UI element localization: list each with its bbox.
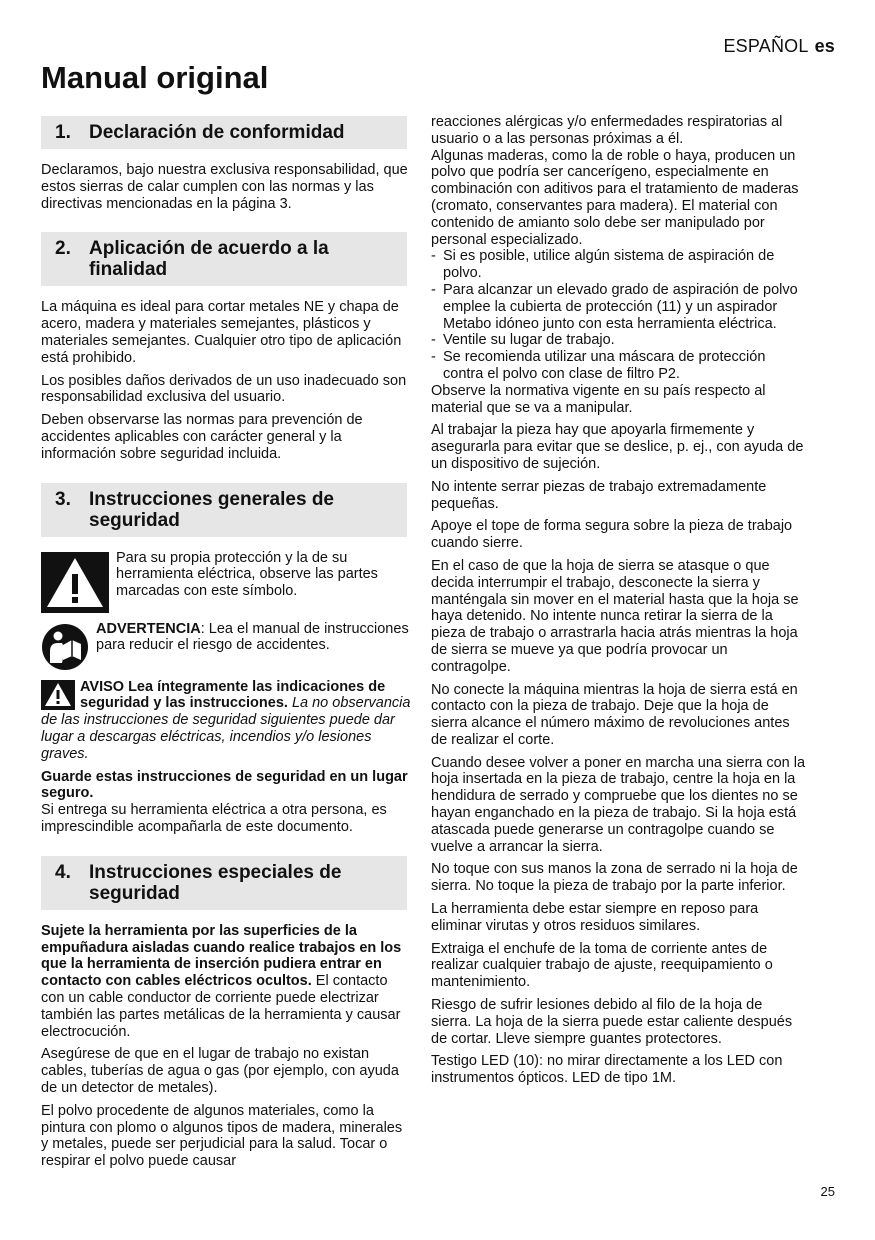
warning-text: : Lea el manual de instrucciones para reducir el riesgo de accidentes. bbox=[96, 620, 409, 654]
list-item: - Si es posible, utilice algún sistema de aspiración de polvo. bbox=[431, 248, 805, 282]
paragraph bbox=[41, 923, 413, 1041]
paragraph: En el caso de que la hoja de sierra se atasque o que decida interrumpir el trabajo, desconecte la sierra y manténgala sin mover en el material hasta que la hoja se haya detenido. No intente nunca retirar la sierra de la pieza de trabajo o arrastrarla hacia atrás mientras la hoja de sierra se mueve ya que podría provocar un contragolpe. bbox=[431, 557, 799, 675]
notice-italic: La no observancia de las instrucciones de seguridad siguientes puede dar lugar a descargas eléctricas, incendios y/o lesiones graves. bbox=[41, 695, 411, 762]
section-number: 4. bbox=[55, 861, 71, 883]
paragraph bbox=[41, 769, 413, 836]
emphasis-bold: Sujete la herramienta por las superficies de la empuñadura aisladas cuando realice trabajos en los que la herramienta de inserción pudiera entrar en contacto con cables eléctricos ocultos. bbox=[41, 922, 402, 990]
section-title: Instrucciones especiales de seguridad bbox=[89, 861, 342, 904]
paragraph: No intente serrar piezas de trabajo extremadamente pequeñas. bbox=[431, 478, 767, 512]
paragraph: La herramienta debe estar siempre en reposo para eliminar virutas y otros residuos similares. bbox=[431, 901, 759, 934]
paragraph: Riesgo de sufrir lesiones debido al filo de la hoja de sierra. La hoja de la sierra puede estar caliente después de cortar. Lleve siempre guantes protectores. bbox=[431, 997, 793, 1047]
symbol-text: Para su propia protección y la de su herramienta eléctrica, observe las partes marcadas con este símbolo. bbox=[116, 549, 378, 600]
section-number: 3. bbox=[55, 488, 71, 510]
paragraph: Testigo LED (10): no mirar directamente a los LED con instrumentos ópticos. LED de tipo 1M. bbox=[431, 1053, 783, 1087]
list-item: - Para alcanzar un elevado grado de aspiración de polvo emplee la cubierta de protección (11) y un aspirador Metabo idóneo junto con esta herramienta eléctrica. bbox=[431, 282, 805, 332]
dust-list bbox=[431, 248, 805, 382]
paragraph: reacciones alérgicas y/o enfermedades respiratorias al usuario o a las personas próximas a él. bbox=[431, 114, 783, 147]
language-indicator bbox=[723, 36, 835, 57]
section-3-heading bbox=[41, 483, 407, 537]
paragraph: Apoye el tope de forma segura sobre la pieza de trabajo cuando sierre. bbox=[431, 518, 793, 552]
warning-triangle-icon bbox=[41, 552, 109, 613]
section-number: 1. bbox=[55, 122, 71, 143]
paragraph: Observe la normativa vigente en su país respecto al material que se va a manipular. bbox=[431, 382, 766, 416]
paragraph: Los posibles daños derivados de un uso inadecuado son responsabilidad exclusiva del usuario. bbox=[41, 372, 407, 406]
paragraph-text: El contacto con un cable conductor de corriente puede electrizar también las partes metálicas de la herramienta y causar electrocución. bbox=[41, 973, 401, 1040]
section-number: 2. bbox=[55, 238, 71, 260]
section-title: Aplicación de acuerdo a la finalidad bbox=[89, 238, 329, 281]
section-2-heading bbox=[41, 232, 407, 286]
read-manual-icon bbox=[41, 623, 89, 671]
paragraph: Deben observarse las normas para prevención de accidentes aplicables con carácter general y la información sobre seguridad incluida. bbox=[41, 412, 363, 462]
paragraph: La máquina es ideal para cortar metales NE y chapa de acero, madera y materiales semejantes, plásticos y materiales semejantes. Cualquier otro tipo de aplicación está prohibido. bbox=[41, 299, 402, 366]
paragraph: Asegúrese de que en el lugar de trabajo no existan cables, tuberías de agua o gas (por ejemplo, con ayuda de un detector de metales). bbox=[41, 1046, 399, 1096]
keep-text: Si entrega su herramienta eléctrica a otra persona, es imprescindible acompañarla de este documento. bbox=[41, 802, 387, 835]
warning-label: ADVERTENCIA bbox=[96, 620, 201, 637]
paragraph: El polvo procedente de algunos materiales, como la pintura con plomo o algunos tipos de madera, minerales y metales, puede ser perjudicial para la salud. Tocar o respirar el polvo puede causar bbox=[41, 1102, 403, 1170]
paragraph: No conecte la máquina mientras la hoja de sierra está en contacto con la pieza de trabajo. Deje que la hoja de sierra alcance el número máximo de revoluciones antes de realizar el corte. bbox=[431, 681, 798, 748]
keep-bold: Guarde estas instrucciones de seguridad en un lugar seguro. bbox=[41, 768, 408, 802]
right-column bbox=[431, 114, 805, 1093]
section-1-heading bbox=[41, 116, 407, 149]
list-item: - Ventile su lugar de trabajo. bbox=[431, 332, 805, 349]
paragraph: No toque con sus manos la zona de serrado ni la hoja de sierra. No toque la pieza de trabajo por la parte inferior. bbox=[431, 861, 798, 895]
notice-bold: AVISO Lea íntegramente las indicaciones de seguridad y las instrucciones. bbox=[80, 678, 386, 712]
section-title: Declaración de conformidad bbox=[89, 122, 345, 143]
read-manual-warning bbox=[41, 621, 413, 671]
warning-triangle-icon bbox=[41, 680, 75, 710]
safety-symbol-note bbox=[41, 550, 413, 613]
list-item: - Se recomienda utilizar una máscara de protección contra el polvo con clase de filtro P2. bbox=[431, 349, 805, 383]
page-number: 25 bbox=[820, 1184, 835, 1199]
notice-paragraph bbox=[41, 679, 413, 763]
section-title: Instrucciones generales de seguridad bbox=[89, 488, 334, 531]
paragraph: Algunas maderas, como la de roble o haya, producen un polvo que podría ser cancerígeno, especialmente en combinación con aditivos para el tratamiento de maderas (cromato, conservantes para madera). El material con contenido de amianto solo debe ser manipulado por personal especializado. bbox=[431, 147, 799, 248]
paragraph: Al trabajar la pieza hay que apoyarla firmemente y asegurarla para evitar que se deslice, p. ej., con ayuda de un dispositivo de sujeción. bbox=[431, 422, 804, 472]
paragraph: Declaramos, bajo nuestra exclusiva responsabilidad, que estos sierras de calar cumplen con las normas y las directivas mencionadas en la página 3. bbox=[41, 162, 408, 212]
paragraph: Cuando desee volver a poner en marcha una sierra con la hoja insertada en la pieza de trabajo, centre la hoja en la hendidura de serrado y compruebe que los dientes no se hayan enganchado en la pieza de trabajo. Si la hoja está atascada puede generarse un contragolpe cuando se vuelve a arrancar la sierra. bbox=[431, 754, 806, 855]
left-column bbox=[41, 114, 413, 1176]
section-4-heading bbox=[41, 856, 407, 910]
language-code: es bbox=[814, 36, 835, 56]
page-title: Manual original bbox=[41, 60, 269, 95]
paragraph: Extraiga el enchufe de la toma de corriente antes de realizar cualquier trabajo de ajuste, reequipamiento o mantenimiento. bbox=[431, 940, 773, 991]
language-label: ESPAÑOL bbox=[723, 36, 809, 56]
